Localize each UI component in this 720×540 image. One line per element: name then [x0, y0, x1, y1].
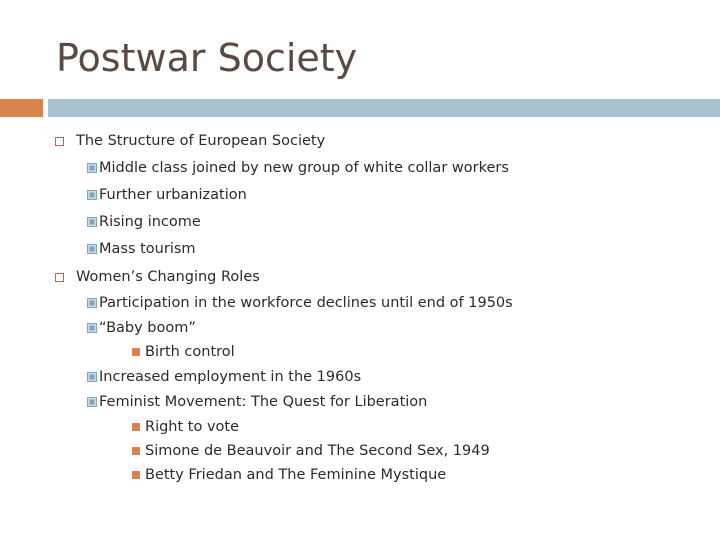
bullet-text: Rising income — [99, 214, 201, 230]
outline-item-level2 — [87, 293, 687, 313]
outline-item-level3 — [132, 465, 692, 485]
square-bullet-icon — [87, 323, 97, 333]
filled-square-bullet-icon — [132, 447, 140, 455]
outline-item-level2 — [87, 318, 687, 338]
bullet-text: Birth control — [145, 344, 235, 360]
square-bullet-icon — [87, 190, 97, 200]
outline-item-level2 — [87, 392, 687, 412]
hollow-square-bullet-icon — [55, 137, 64, 146]
square-bullet-icon — [87, 397, 97, 407]
outline-item-level3 — [132, 417, 692, 437]
bullet-text: Middle class joined by new group of white collar workers — [99, 160, 509, 176]
square-bullet-icon — [87, 372, 97, 382]
section-heading: The Structure of European Society — [76, 133, 326, 149]
outline-item-level1 — [55, 131, 655, 151]
square-bullet-icon — [87, 298, 97, 308]
square-bullet-icon — [87, 244, 97, 254]
bullet-text: “Baby boom” — [99, 320, 196, 336]
slide-title: Postwar Society — [56, 36, 358, 80]
outline-item-level2 — [87, 212, 687, 232]
hollow-square-bullet-icon — [55, 273, 64, 282]
outline-item-level2 — [87, 239, 687, 259]
bullet-text: Right to vote — [145, 419, 240, 435]
bullet-text: Further urbanization — [99, 187, 247, 203]
outline-item-level2 — [87, 185, 687, 205]
outline-item-level2 — [87, 158, 687, 178]
bullet-text: Simone de Beauvoir and The Second Sex, 1949 — [145, 443, 490, 459]
bullet-text: Betty Friedan and The Feminine Mystique — [145, 467, 447, 483]
outline-item-level1 — [55, 267, 655, 287]
square-bullet-icon — [87, 163, 97, 173]
outline-item-level2 — [87, 367, 687, 387]
outline-item-level3 — [132, 441, 692, 461]
section-heading: Women’s Changing Roles — [76, 269, 260, 285]
square-bullet-icon — [87, 217, 97, 227]
filled-square-bullet-icon — [132, 423, 140, 431]
filled-square-bullet-icon — [132, 471, 140, 479]
bullet-text: Participation in the workforce declines until end of 1950s — [99, 295, 513, 311]
bullet-text: Mass tourism — [99, 241, 196, 257]
bullet-text: Increased employment in the 1960s — [99, 369, 362, 385]
outline-item-level3 — [132, 342, 692, 362]
filled-square-bullet-icon — [132, 348, 140, 356]
bullet-text: Feminist Movement: The Quest for Liberation — [99, 394, 428, 410]
